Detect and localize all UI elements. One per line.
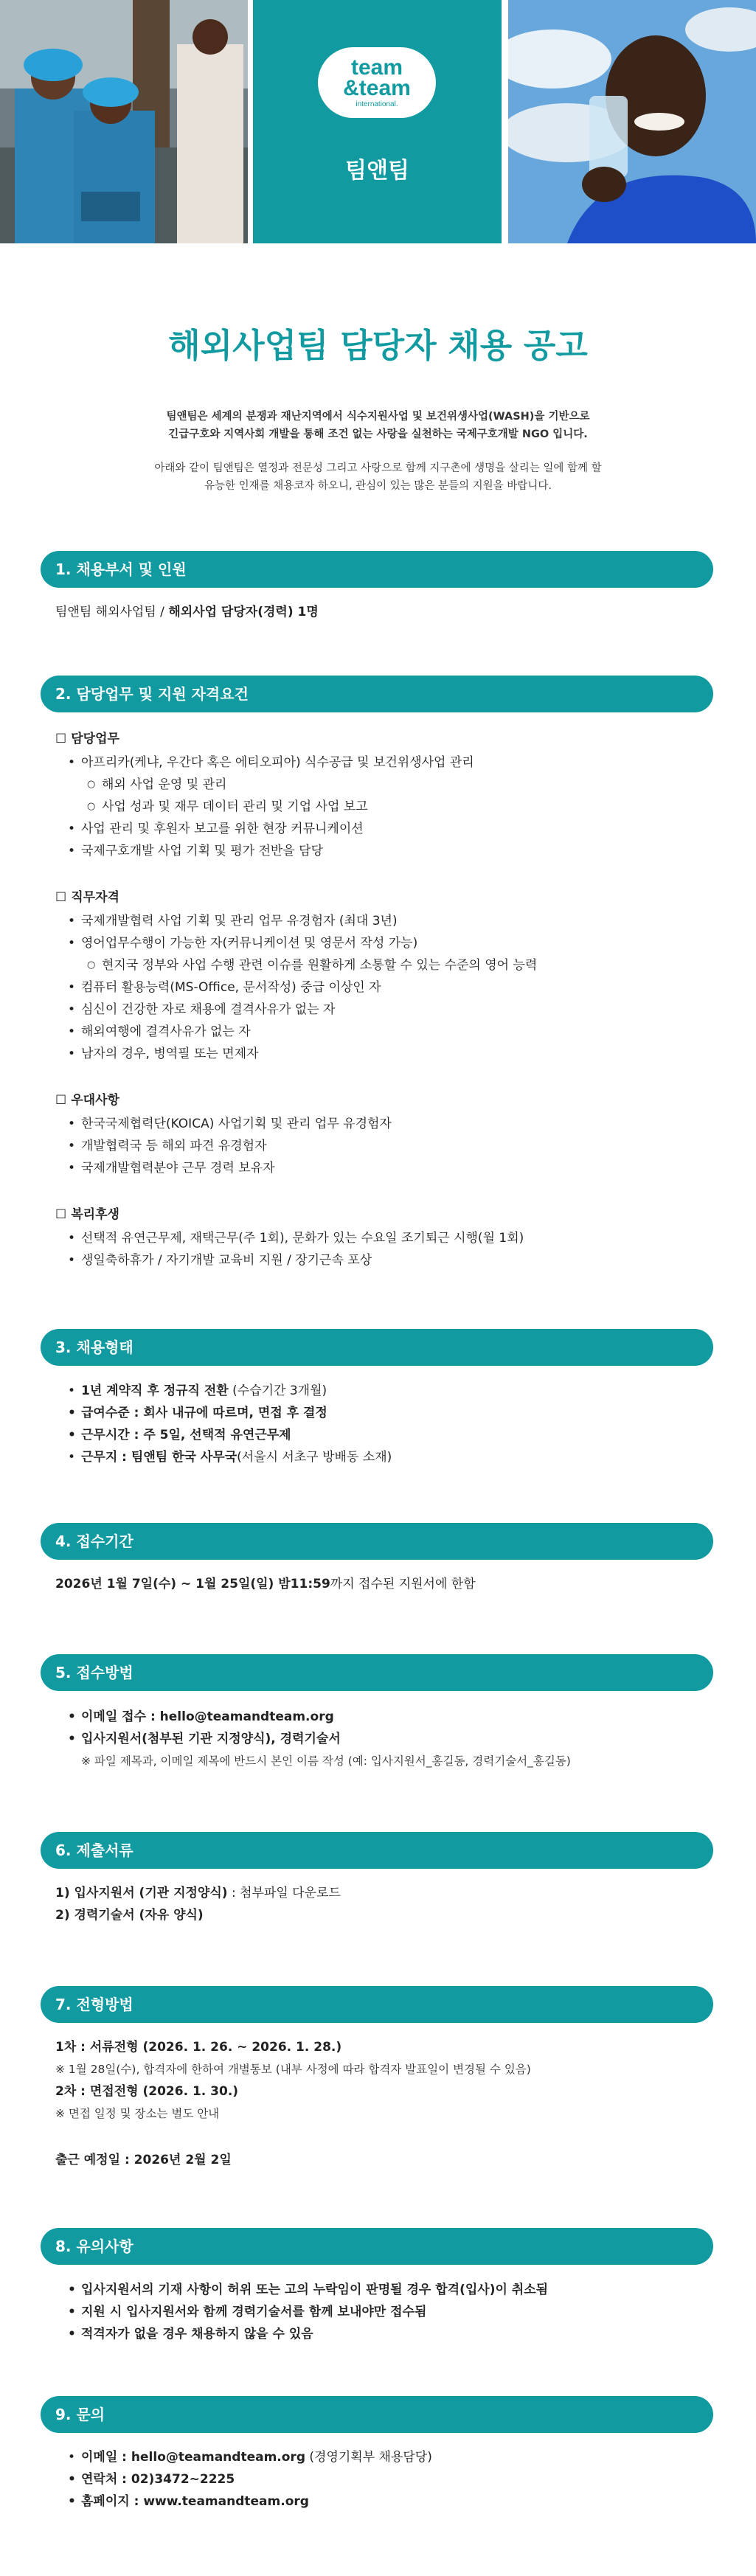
section-9-header: 9. 문의: [41, 2396, 713, 2433]
document-item-1: 1) 입사지원서 (기관 지정양식) : 첨부파일 다운로드: [55, 1886, 341, 1900]
section-1-header: 1. 채용부서 및 인원: [41, 551, 713, 588]
list-item: • 급여수준 : 회사 내규에 따르며, 면접 후 결정: [81, 1404, 327, 1422]
contact-email[interactable]: • 이메일 : hello@teamandteam.org (경영기획부 채용담당): [81, 2448, 432, 2466]
list-item: • 개발협력국 등 해외 파견 유경험자: [81, 1137, 267, 1155]
list-item: • 심신이 건강한 자로 채용에 결격사유가 없는 자: [81, 1001, 335, 1018]
section-3-header: 3. 채용형태: [41, 1329, 713, 1366]
hero-banner: [0, 0, 756, 243]
list-item: ○ 해외 사업 운영 및 관리: [102, 776, 226, 794]
round-1: 1차 : 서류전형 (2026. 1. 26. ~ 2026. 1. 28.): [55, 2040, 342, 2055]
application-period: 2026년 1월 7일(수) ~ 1월 25일(일) 밤11:59까지 접수된 지원서에 한함: [55, 1577, 476, 1591]
list-item: • 근무시간 : 주 5일, 선택적 유연근무제: [81, 1426, 291, 1444]
team-and-team-logo: [318, 47, 436, 118]
list-item: • 근무지 : 팀앤팀 한국 사무국(서울시 서초구 방배동 소재): [81, 1448, 392, 1466]
logo-wordmark: team &team: [343, 55, 411, 100]
round-1-note: ※ 1월 28일(수), 합격자에 한하여 개별통보 (내부 사정에 따라 합격자 발표일이 변경될 수 있음): [55, 2063, 531, 2076]
list-item: • 입사지원서의 기재 사항이 허위 또는 고의 누락임이 판명될 경우 합격(입사)이 취소됨: [81, 2281, 548, 2299]
list-item: • 국제구호개발 사업 기획 및 평가 전반을 담당: [81, 842, 323, 860]
workers-photo: [0, 0, 248, 243]
welfare-heading: ☐ 복리후생: [55, 1206, 119, 1223]
list-item: • 남자의 경우, 병역필 또는 면제자: [81, 1045, 259, 1063]
start-date: 출근 예정일 : 2026년 2월 2일: [55, 2153, 232, 2167]
list-item: • 컴퓨터 활용능력(MS-Office, 문서작성) 중급 이상인 자: [81, 979, 381, 996]
section-4-header: 4. 접수기간: [41, 1523, 713, 1560]
round-2: 2차 : 면접전형 (2026. 1. 30.): [55, 2084, 239, 2099]
list-item: ○ 현지국 정부와 사업 수행 관련 이슈를 원활하게 소통할 수 있는 수준의 영어 능력: [102, 957, 537, 974]
list-item: • 영어업무수행이 가능한 자(커뮤니케이션 및 영문서 작성 가능): [81, 934, 417, 952]
list-item: • 해외여행에 결격사유가 없는 자: [81, 1023, 251, 1041]
section-6-header: 6. 제출서류: [41, 1832, 713, 1869]
intro-paragraph-1: 팀앤팀은 세계의 분쟁과 재난지역에서 식수지원사업 및 보건위생사업(WASH)을 기반으로 긴급구호와 지역사회 개발을 통해 조건 없는 사랑을 실천하는 국제구호개발 NGO 입니다.: [166, 411, 590, 440]
document-item-2: 2) 경력기술서 (자유 양식): [55, 1908, 204, 1923]
list-item: • 사업 관리 및 후원자 보고를 위한 현장 커뮤니케이션: [81, 820, 364, 838]
intro-paragraph-2: 아래와 같이 팀앤팀은 열정과 전문성 그리고 사랑으로 함께 지구촌에 생명을 살리는 일에 함께 할 유능한 인재를 채용코자 하오니, 관심이 있는 많은 분들의 지원을 바랍니다.: [154, 462, 602, 492]
s1-department-line: 팀앤팀 해외사업팀 / 해외사업 담당자(경력) 1명: [55, 605, 319, 619]
logo-subtitle: international.: [356, 100, 398, 108]
homepage-link[interactable]: • 홈페이지 : www.teamandteam.org: [81, 2493, 309, 2510]
list-item: • 국제개발협력 사업 기획 및 관리 업무 유경험자 (최대 3년): [81, 912, 398, 930]
list-item: • 1년 계약직 후 정규직 전환 (수습기간 3개월): [81, 1382, 327, 1400]
preference-heading: ☐ 우대사항: [55, 1091, 119, 1109]
round-2-note: ※ 면접 일정 및 장소는 별도 안내: [55, 2107, 220, 2120]
list-item: ○ 사업 성과 및 재무 데이터 관리 및 기업 사업 보고: [102, 798, 368, 816]
list-item: • 이메일 접수 : hello@teamandteam.org: [81, 1708, 334, 1726]
list-item: • 국제개발협력분야 근무 경력 보유자: [81, 1159, 275, 1177]
section-5-header: 5. 접수방법: [41, 1654, 713, 1691]
section-8-header: 8. 유의사항: [41, 2228, 713, 2265]
child-drinking-photo: [508, 0, 756, 243]
list-item: • 아프리카(케냐, 우간다 혹은 에티오피아) 식수공급 및 보건위생사업 관리: [81, 754, 474, 771]
list-item: • 선택적 유연근무제, 재택근무(주 1회), 문화가 있는 수요일 조기퇴근 시행(월 1회): [81, 1229, 524, 1247]
list-item: • 지원 시 입사지원서와 함께 경력기술서를 함께 보내야만 접수됨: [81, 2303, 426, 2321]
page-title: 해외사업팀 담당자 채용 공고: [168, 326, 588, 365]
qualification-heading: ☐ 직무자격: [55, 889, 119, 906]
logo-block: [253, 0, 502, 243]
section-7-header: 7. 전형방법: [41, 1986, 713, 2023]
list-item: • 적격자가 없을 경우 채용하지 않을 수 있음: [81, 2325, 313, 2343]
list-item: • 한국국제협력단(KOICA) 사업기획 및 관리 업무 유경험자: [81, 1115, 392, 1133]
list-item: • 생일축하휴가 / 자기개발 교육비 지원 / 장기근속 포상: [81, 1251, 372, 1269]
section-2-header: 2. 담당업무 및 지원 자격요건: [41, 676, 713, 712]
contact-phone: • 연락처 : 02)3472~2225: [81, 2471, 235, 2488]
list-item: • 입사지원서(첨부된 기관 지정양식), 경력기술서: [81, 1730, 341, 1748]
logo-korean-name: 팀앤팀: [345, 158, 409, 184]
duty-heading: ☐ 담당업무: [55, 730, 119, 748]
submission-note: ※ 파일 제목과, 이메일 제목에 반드시 본인 이름 작성 (예: 입사지원서_홍길동, 경력기술서_홍길동): [81, 1754, 571, 1768]
